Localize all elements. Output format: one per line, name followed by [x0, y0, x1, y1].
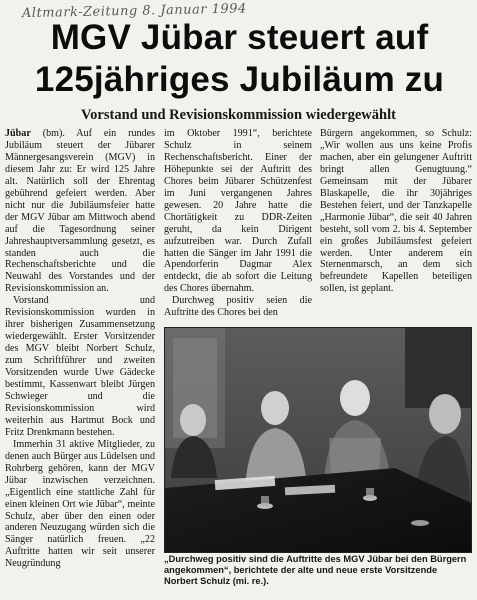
- column-1-paragraph-1-text: (bm). Auf ein rundes Jubiläum steuert der Jübarer Männergesangsverein (MGV) in diesem Jahr zu: Er wird 125 Jahre alt. Natürlich soll der Ehrentag gebührend gefeiert werden. Aber nicht nur die Jubiläumsfeier hatte der MGV Jübar am Mittwoch abend auf die Tagesordnung seiner Jahreshauptversammlung gesetzt, es standen auch die Rechenschaftsberichte und die Neuwahl des Vorstandes und der Revisionskommission an.: [5, 128, 155, 295]
- headline-line-2: 125jähriges Jubiläum zu: [34, 60, 445, 99]
- column-3-paragraph-1: Bürgern angekommen, so Schulz: „Wir wollen aus uns keine Profis machen, aber ein gelungener Auftritt bringt allen Genugtuung.“ Gemeinsam mit der Jübarer Blaskapelle, die ihr 30jähriges Bestehen feiert, und der Tanzkapelle „Harmonie Jübar“, die seit 40 Jahren besteht, soll vom 2. bis 4. September ein großes Jubiläumsfest gefeiert werden. Unter anderem ein Sternenmarsch, an dem sich befreundete Kapellen beteiligen sollen, ist geplant.: [320, 128, 472, 295]
- photo-dark-corner: [405, 328, 471, 408]
- photo-illustration: [165, 328, 471, 552]
- column-2-paragraph-1: im Oktober 1991“, berichtete Schulz in seinem Rechenschaftsbericht. Einer der Höhepunkte sei der Auftritt des Chores beim Jübarer Schützenfest im Juni vergangenen Jahres gewesen. 20 Jahre hatte die Chortätigkeit zu DDR-Zeiten geruht, da kein Dirigent aufzutreiben war. Durch Zufall hatten die Sänger im Jahr 1991 die Apendorferin Dagmar Alex entdeckt, die ab sofort die Leitung des Chores übernahm.: [164, 128, 312, 295]
- article-column-1: [5, 128, 155, 598]
- person-right-head: [429, 394, 461, 434]
- person-center-head: [340, 380, 370, 416]
- person-center-left-head: [261, 391, 289, 425]
- photo-caption: „Durchweg positiv sind die Auftritte des MGV Jübar bei den Bürgern angekommen“, berichtete der alte und neue erste Vorsitzende Norbert Schulz (mi. re.).: [164, 554, 467, 587]
- article-column-3: [320, 128, 472, 324]
- dateline: Jübar: [5, 128, 31, 139]
- news-photo-meeting: [164, 327, 472, 553]
- person-left-head: [180, 404, 206, 436]
- column-1-paragraph-1: [5, 128, 155, 295]
- column-2-paragraph-2: Durchweg positiv seien die Auftritte des Chores bei den: [164, 295, 312, 319]
- article-column-2: [164, 128, 312, 324]
- subheadline: Vorstand und Revisionskommission wiedergewählt: [81, 107, 396, 123]
- headline-line-1: MGV Jübar steuert auf: [50, 18, 429, 57]
- handwritten-source-note: Altmark-Zeitung 8. Januar 1994: [21, 1, 247, 22]
- column-1-paragraph-3: Immerhin 31 aktive Mitglieder, zu denen auch Bürger aus Lüdelsen und Rohrberg gehören, kann der MGV Jübar inzwischen verzeichnen. „Eigentlich eine stattliche Zahl für einen kleinen Ort wie Jübar“, meinte Schulz, aber über den einen oder anderen Neuzugang würden sich die Sänger natürlich freuen. „22 Auftritte hatten wir seit unserer Neugründung: [5, 438, 155, 570]
- column-1-paragraph-2: Vorstand und Revisionskommission wurden in ihrer bisherigen Zusammensetzung wiedergewählt. Erster Vorsitzender des MGV bleibt Norbert Schulz, zum Schriftführer und zweiten Vorsitzenden wurde Uwe Gädecke bestimmt, Kassenwart bleibt Jürgen Schwieger und die Revisionskommission wird weiterhin aus Hartmut Bock und Fritz Drenkmann bestehen.: [5, 295, 155, 438]
